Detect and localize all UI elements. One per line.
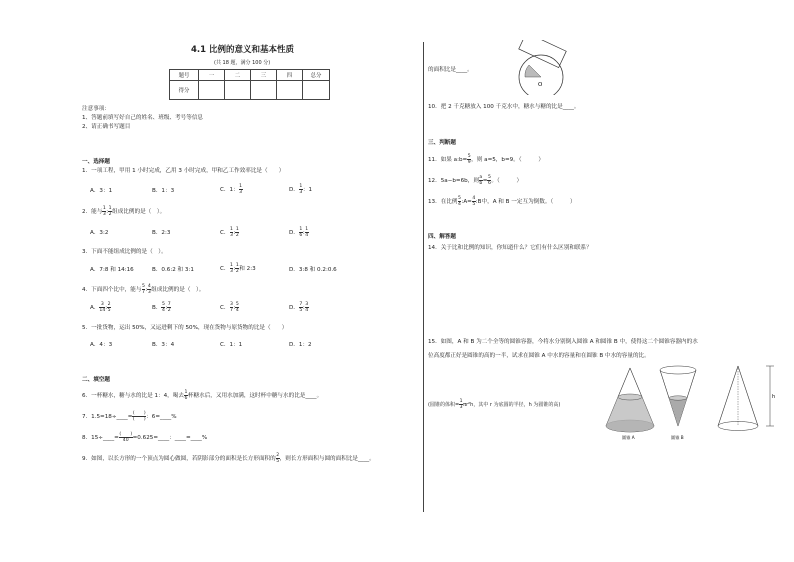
question-5: 5．一批货物，运出 50%，又运进剩下的 50%，现在货物与原货物的比是（ ） [82, 325, 288, 331]
score-row-header [170, 70, 330, 81]
option-d[interactable]: D．3:8 和 0.2:0.6 [289, 267, 337, 273]
score-cell: 三 [251, 70, 277, 81]
question-10: 10．把 2 千克糖放入 100 千克水中，糖水与糖的比是____。 [428, 104, 580, 110]
option-b[interactable]: B．1：3 [152, 188, 175, 194]
notes-heading: 注意事项： [82, 106, 110, 112]
question-6: 6．一杯糖水，糖与水的比是 1：4，喝去 $\frac{1}{6}$ 杯糖水后，又用水加满，这时杯中糖与水的比是____。 [82, 390, 323, 401]
section-heading: 一、选择题 [82, 159, 110, 165]
cone-reference [718, 366, 775, 431]
score-cell: 四 [277, 70, 303, 81]
question-7: 7．1.5=18÷____= $\frac{( )}{( )}$ ：6=____% [82, 411, 177, 422]
option-a[interactable]: A．4：3 [90, 342, 113, 348]
option-c[interactable]: C． $\frac{1}{3}$ : $\frac{1}{2}$ 和 2:3 [220, 263, 256, 274]
question-3: 3．下面不能组成比例的是（ ）。 [82, 249, 167, 255]
question-9: 9．如图，以长方形的一个顶点为圆心做圆，若阴影部分的面积是长方形面积的 $\frac{2}{5}$ ，则长方形面积与圆的面积比是____。 [82, 453, 375, 464]
score-cell: 题号 [170, 70, 199, 81]
page-subtitle: (共 18 题，满分 100 分) [214, 60, 271, 66]
rectangle-circle-figure [495, 40, 575, 95]
option-c[interactable]: C． $\frac{3}{7}$ : $\frac{5}{4}$ [220, 302, 239, 313]
question-11: 11．如果 a:b= $\frac{5}{9}$ ，则 a=5，b=9。（ ） [428, 154, 544, 165]
fraction: $\frac{1}{2}$ [108, 206, 112, 217]
question-15-formula: (圆锥的体积= $\frac{1}{3}$ πr²h，其中 r 为底圆的半径，h 为圆锥的高) [428, 399, 561, 410]
note-item: 1、答题前填写好自己的姓名、班级、考号等信息 [82, 115, 204, 121]
fraction: $\frac{1}{3}$ [239, 184, 243, 195]
question-1: 1．一项工程，甲用 1 小时完成，乙用 3 小时完成，甲和乙工作效率比是（ ） [82, 168, 285, 174]
option-c[interactable]: C． $\frac{1}{3}$ : $\frac{1}{2}$ [220, 227, 239, 238]
question-15-line1: 15．如图，A 和 B 为二个全等的圆锥容器，今将水分别倒入圆锥 A 和圆锥 B 中，使得这二个圆锥容器内的水 [428, 339, 698, 345]
cone-a-label: 圆锥 A [622, 435, 635, 440]
option-a[interactable]: A． $\frac{3}{14}$ : $\frac{2}{5}$ [90, 302, 111, 313]
score-input-cell[interactable] [303, 81, 330, 100]
score-cell: 总分 [303, 70, 330, 81]
fraction: $\frac{1}{3}$ [299, 184, 303, 195]
option-label: D． [289, 187, 299, 193]
score-input-cell[interactable] [225, 81, 251, 100]
option-d[interactable]: D． $\frac{1}{3}$ ：1 [289, 184, 312, 195]
option-d[interactable]: D． $\frac{7}{5}$ : $\frac{3}{4}$ [289, 302, 309, 313]
cone-a [606, 368, 654, 441]
question-9-continued: 的面积比是____。 [428, 67, 473, 73]
option-b[interactable]: B． $\frac{5}{4}$ : $\frac{7}{2}$ [152, 302, 171, 313]
question-4: 4．下面四个比中，能与 $\frac{5}{7}$ : $\frac{4}{3}$ 组成比例的是（ ）。 [82, 284, 205, 295]
score-cell: 得分 [170, 81, 199, 100]
option-a[interactable]: A．7:8 和 14:16 [90, 267, 134, 273]
column-divider [423, 42, 424, 512]
note-item: 2、请正确书写题目 [82, 124, 131, 130]
option-c[interactable] [220, 184, 243, 195]
option-a[interactable]: A．3：1 [90, 188, 113, 194]
question-15-line2: 位高度都正好是圆锥的高的一半，试求在圆锥 A 中水的容量和在圆锥 B 中水的容量的比。 [428, 353, 650, 359]
cone-b-label: 圆锥 B [671, 435, 684, 440]
section-heading: 四、解答题 [428, 234, 456, 240]
option-b[interactable]: B．0.6:2 和 3:1 [152, 267, 194, 273]
score-input-cell[interactable] [199, 81, 225, 100]
score-table [169, 69, 330, 100]
rectangle-shape [519, 40, 566, 68]
score-input-cell[interactable] [277, 81, 303, 100]
fraction: $\frac{1}{3}$ [102, 206, 106, 217]
question-13: 13．在比例 $\frac{5}{4}$ :A= $\frac{4}{5}$ :B中，A 和 B 一定互为倒数。（ ） [428, 196, 576, 207]
height-label: h [772, 394, 776, 400]
option-b[interactable]: B．2:3 [152, 230, 171, 236]
question-2: 2．能与 $\frac{1}{3}$ : $\frac{1}{2}$ 组成比例的是（ ）。 [82, 206, 166, 217]
score-cell: 二 [225, 70, 251, 81]
page-title: 4.1 比例的意义和基本性质 [191, 45, 295, 55]
cone-b [660, 366, 696, 441]
score-row-values [170, 81, 330, 100]
section-heading: 三、判断题 [428, 140, 456, 146]
option-b[interactable]: B．3：4 [152, 342, 175, 348]
score-input-cell[interactable] [251, 81, 277, 100]
question-12: 12．5a−b=6b，则 $\frac{a}{b}$ = $\frac{5}{6}$ 。（ ） [428, 175, 523, 186]
option-d[interactable]: D．1：2 [289, 342, 312, 348]
option-label: C．1： [220, 187, 239, 193]
cone-figures [600, 364, 780, 442]
section-heading: 二、填空题 [82, 377, 110, 383]
shaded-sector [525, 65, 541, 77]
score-cell: 一 [199, 70, 225, 81]
circle-center-label: O [538, 82, 543, 88]
option-c[interactable]: C．1：1 [220, 342, 243, 348]
option-d[interactable]: D． $\frac{1}{6}$ : $\frac{1}{4}$ [289, 227, 309, 238]
question-8: 8．15÷____= $\frac{( )}{40}$ =0.625=____：____=____% [82, 432, 208, 443]
option-a[interactable]: A．3:2 [90, 230, 109, 236]
question-14: 14．关于比和比例的知识，你知道什么？它们有什么区别和联系？ [428, 245, 592, 251]
